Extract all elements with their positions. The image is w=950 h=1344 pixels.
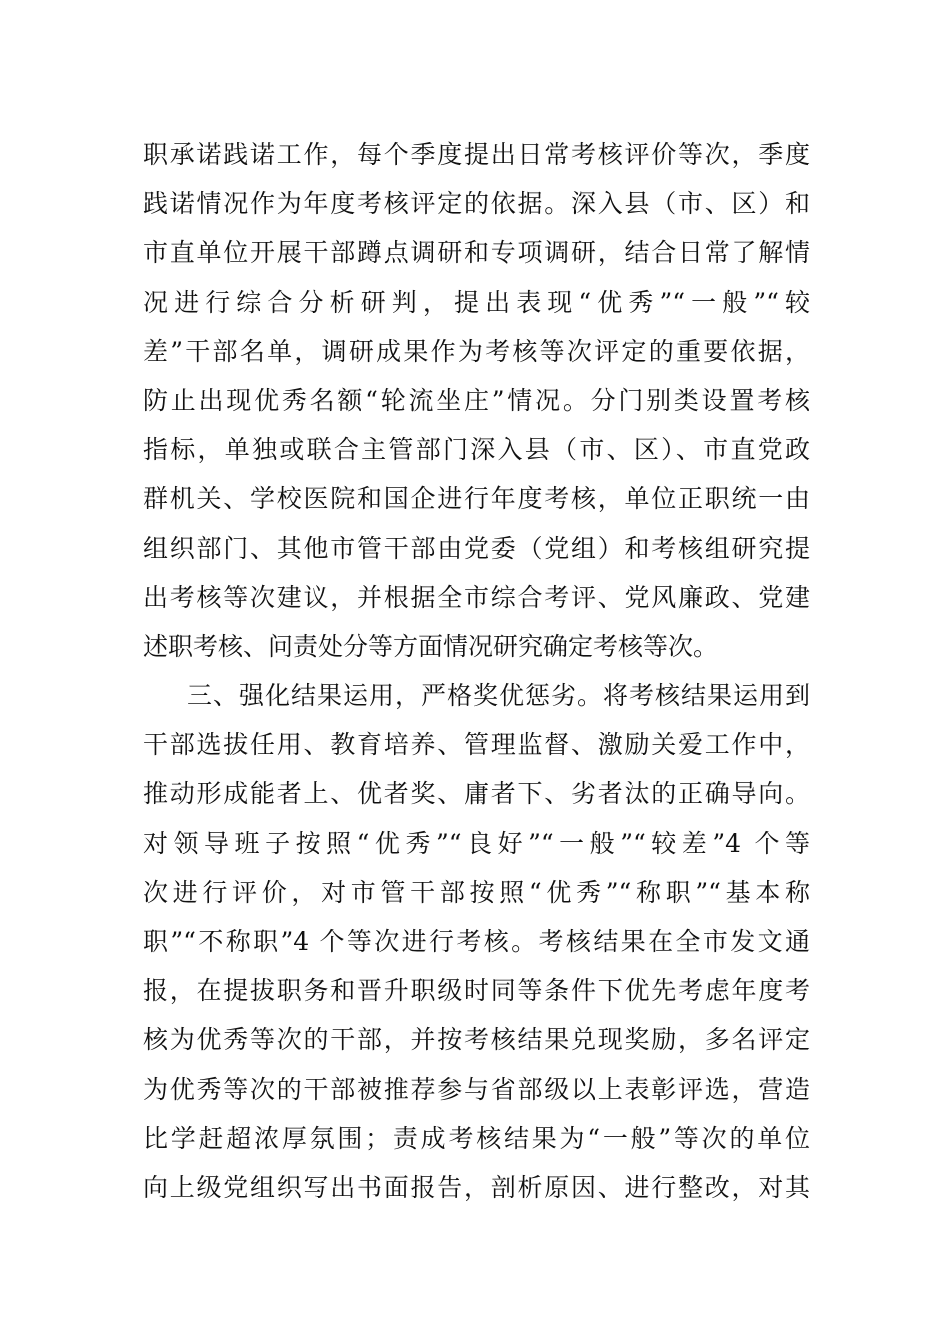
text-line-4: 况进行综合分析研判，提出表现“优秀”“一般”“较 — [143, 287, 810, 317]
text-line-8: 群机关、学校医院和国企进行年度考核，单位正职统一由 — [143, 484, 810, 514]
text-line-14: 推动形成能者上、优者奖、庸者下、劣者汰的正确导向。 — [143, 779, 810, 809]
text-line-6: 防止出现优秀名额“轮流坐庄”情况。分门别类设置考核 — [143, 385, 810, 415]
document-body-text — [143, 130, 810, 1212]
text-line-15: 对领导班子按照“优秀”“良好”“一般”“较差”4 个等 — [143, 828, 810, 858]
text-line-21: 比学赶超浓厚氛围；责成考核结果为“一般”等次的单位 — [143, 1123, 810, 1153]
text-line-2: 践诺情况作为年度考核评定的依据。深入县（市、区）和 — [143, 189, 810, 219]
text-line-16: 次进行评价，对市管干部按照“优秀”“称职”“基本称 — [143, 877, 810, 907]
text-line-9: 组织部门、其他市管干部由党委（党组）和考核组研究提 — [143, 533, 810, 563]
text-line-20: 为优秀等次的干部被推荐参与省部级以上表彰评选，营造 — [143, 1074, 810, 1104]
text-line-17: 职”“不称职”4 个等次进行考核。考核结果在全市发文通 — [143, 927, 810, 956]
text-line-10: 出考核等次建议，并根据全市综合考评、党风廉政、党建 — [143, 582, 810, 612]
text-line-11: 述职考核、问责处分等方面情况研究确定考核等次。 — [143, 631, 719, 661]
text-line-5: 差”干部名单，调研成果作为考核等次评定的重要依据， — [143, 336, 810, 366]
text-line-1: 职承诺践诺工作，每个季度提出日常考核评价等次，季度 — [143, 140, 810, 169]
text-line-19: 核为优秀等次的干部，并按考核结果兑现奖励，多名评定 — [143, 1025, 810, 1055]
text-line-13: 干部选拔任用、教育培养、管理监督、激励关爱工作中， — [143, 730, 810, 760]
text-line-3: 市直单位开展干部蹲点调研和专项调研，结合日常了解情 — [143, 238, 810, 268]
text-line-22: 向上级党组织写出书面报告，剖析原因、进行整改，对其 — [143, 1172, 810, 1202]
text-line-18: 报，在提拔职务和晋升职级时同等条件下优先考虑年度考 — [143, 976, 810, 1006]
section-three-heading-line: 三、强化结果运用，严格奖优惩劣。将考核结果运用到 — [187, 681, 810, 711]
text-line-7: 指标，单独或联合主管部门深入县（市、区）、市直党政 — [143, 435, 810, 465]
